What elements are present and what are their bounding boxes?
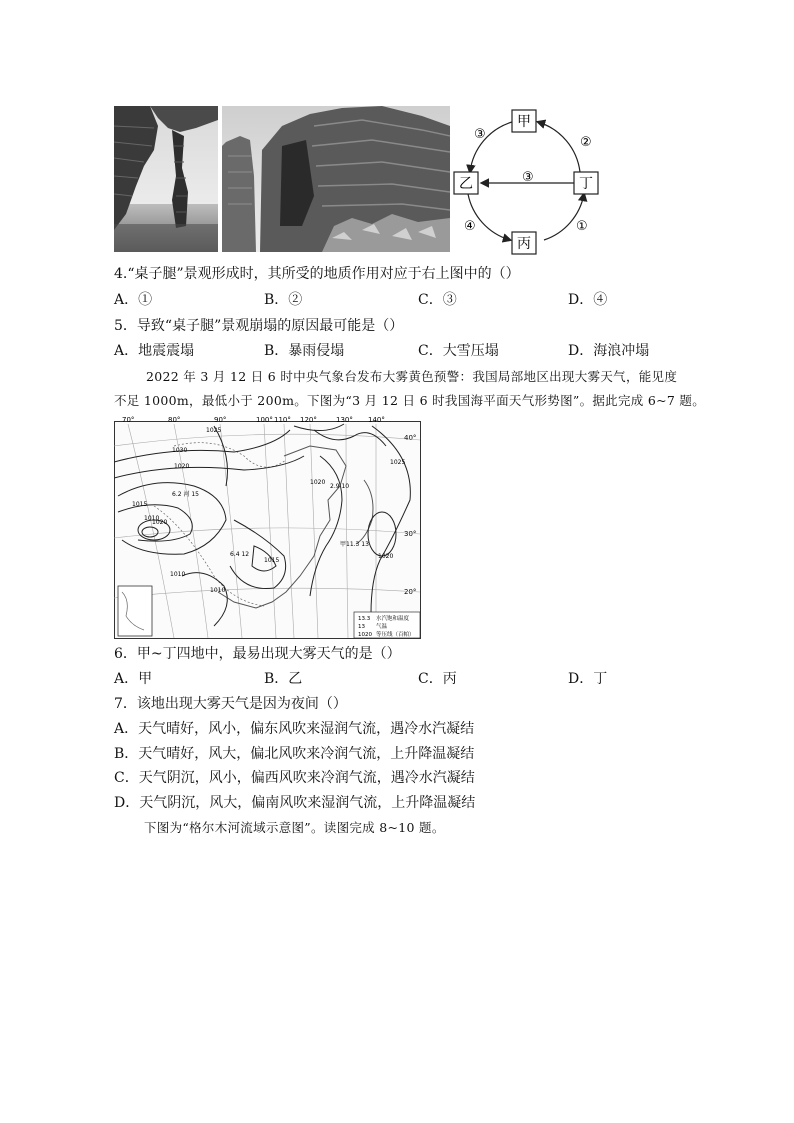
- question-7-stem: 7．该地出现大雾天气是因为夜间（）: [114, 696, 347, 712]
- question-7-option-d[interactable]: D．天气阴沉，风大，偏南风吹来湿润气流，上升降温凝结: [114, 795, 476, 811]
- rock-cycle-diagram-svg: [452, 106, 612, 256]
- lon-label-130: 130°: [336, 416, 353, 424]
- isobar-label-9: 1025: [390, 459, 406, 466]
- question-4-stem: 4.“桌子腿”景观形成时，其所受的地质作用对应于右上图中的（）: [114, 266, 520, 282]
- label-jia-to-yi: ③: [474, 127, 486, 142]
- question-4-option-b[interactable]: B．②: [264, 292, 303, 308]
- weather-map-svg: [114, 416, 422, 640]
- isobar-label-2: 1025: [206, 427, 222, 434]
- station-label-4: 甲11.3 13: [340, 541, 369, 548]
- question-7-option-c[interactable]: C．天气阴沉，风小，偏西风吹来冷润气流，遇冷水汽凝结: [114, 770, 475, 786]
- question-6-option-c[interactable]: C．丙: [418, 671, 457, 687]
- lon-label-140: 140°: [368, 416, 385, 424]
- station-label-2: 2.9 10: [330, 483, 350, 490]
- legend-row1-label: 水汽饱和温度: [376, 616, 410, 622]
- photo-coastal-cliff: [222, 106, 450, 252]
- question-4-option-c[interactable]: C．③: [418, 292, 457, 308]
- isobar-label-12: 1010: [210, 587, 226, 594]
- intro-8-10: 下图为“格尔木河流域示意图”。读图完成 8~10 题。: [144, 820, 445, 835]
- lat-label-30: 30°: [404, 530, 417, 538]
- node-ding: 丁: [579, 176, 593, 192]
- question-5-option-a[interactable]: A．地震震塌: [114, 343, 195, 359]
- question-7-option-a[interactable]: A．天气晴好，风小，偏东风吹来湿润气流，遇冷水汽凝结: [114, 721, 475, 737]
- isobar-label-8: 1020: [310, 479, 326, 486]
- legend-row1-value: 13.3: [358, 616, 371, 622]
- lat-label-40: 40°: [404, 434, 417, 442]
- isobar-label-7: 1010: [170, 571, 186, 578]
- lon-label-110: 110°: [274, 416, 291, 424]
- node-jia: 甲: [517, 114, 531, 130]
- lon-label-90: 90°: [214, 416, 227, 424]
- question-5-option-b[interactable]: B．暴雨侵塌: [264, 343, 345, 359]
- isobar-label-1: 1030: [172, 447, 188, 454]
- photo-coastal-cliff-drawing: [222, 106, 450, 252]
- question-5-stem: 5．导致“桌子腿”景观崩塌的原因最可能是（）: [114, 318, 404, 334]
- isobar-label-4: 1020: [152, 519, 168, 526]
- isobar-label-3: 1020: [174, 463, 190, 470]
- isobar-label-11: 1015: [264, 557, 280, 564]
- question-6-option-b[interactable]: B．乙: [264, 671, 303, 687]
- lon-label-100: 100°: [256, 416, 273, 424]
- question-5-option-d[interactable]: D．海浪冲塌: [568, 343, 650, 359]
- question-5-option-c[interactable]: C．大雪压塌: [418, 343, 499, 359]
- lon-label-70: 70°: [122, 416, 135, 424]
- weather-map: [114, 416, 422, 640]
- label-yi-to-bing: ④: [464, 219, 476, 234]
- node-yi: 乙: [459, 176, 473, 192]
- question-6-stem: 6．甲~丁四地中，最易出现大雾天气的是（）: [114, 646, 401, 662]
- lat-label-20: 20°: [404, 588, 417, 596]
- question-7-option-b[interactable]: B．天气晴好，风大，偏北风吹来冷润气流，上升降温凝结: [114, 746, 475, 762]
- legend-row2-value: 13: [358, 624, 365, 630]
- station-label-1: 6.2 河 15: [172, 491, 199, 498]
- intro-6-7-line1: 2022 年 3 月 12 日 6 时中央气象台发布大雾黄色预警：我国局部地区出现大雾天气，能见度: [146, 369, 678, 384]
- lon-label-120: 120°: [300, 416, 317, 424]
- question-4-option-a[interactable]: A．①: [114, 292, 153, 308]
- node-bing: 丙: [517, 236, 531, 252]
- label-ding-to-yi: ③: [522, 170, 534, 185]
- intro-6-7-line2: 不足 1000m，最低小于 200m。下图为“3 月 12 日 6 时我国海平面天气形势图”。据此完成 6~7 题。: [114, 393, 706, 408]
- photo-table-leg-rock: [114, 106, 218, 252]
- photo-table-leg-rock-drawing: [114, 106, 218, 252]
- legend-row2-label: 气温: [376, 624, 388, 630]
- question-6-option-a[interactable]: A．甲: [114, 671, 153, 687]
- legend-row3-value: 1020: [358, 632, 372, 638]
- label-bing-to-ding: ①: [576, 219, 588, 234]
- legend-row3-label: 等压线（百帕）: [376, 632, 415, 638]
- arrow-ding-to-jia: [538, 122, 580, 172]
- lon-label-80: 80°: [168, 416, 181, 424]
- rock-cycle-diagram: [452, 106, 612, 256]
- question-4-option-d[interactable]: D．④: [568, 292, 608, 308]
- isobar-label-10: 1020: [378, 553, 394, 560]
- question-6-option-d[interactable]: D．丁: [568, 671, 608, 687]
- label-ding-to-jia: ②: [580, 135, 592, 150]
- station-label-3: 6.4 12: [230, 551, 250, 558]
- isobar-label-5: 1015: [132, 501, 148, 508]
- isobar-label-6: 1010: [144, 515, 160, 522]
